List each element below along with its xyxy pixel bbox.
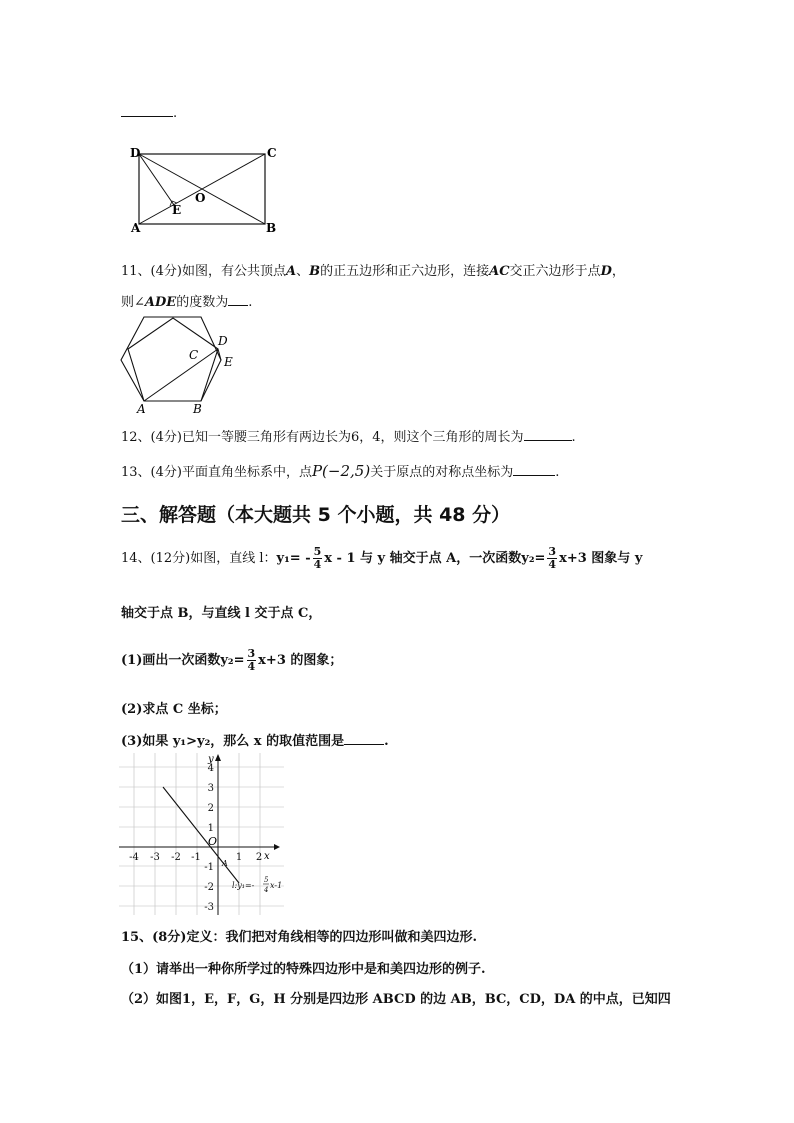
q11-number: 11、(4分)	[121, 264, 182, 279]
label-o: O	[195, 191, 206, 205]
label-e: E	[224, 355, 233, 369]
q13-point: P(−2,5)	[311, 462, 371, 480]
q11-text: .	[248, 295, 253, 310]
q11-text: 交正六边形于点	[509, 264, 601, 279]
segment-de	[139, 154, 174, 205]
regular-hexagon	[121, 317, 221, 401]
label-b: B	[266, 221, 277, 235]
q14-y2: y₂	[521, 551, 535, 566]
rectangle-figure	[125, 142, 285, 237]
answer-blank	[513, 463, 555, 476]
x-tick: -4	[129, 852, 139, 863]
line-label-text: l:y₁=-	[232, 881, 255, 890]
q14-text: x+3 的图象；	[258, 653, 343, 668]
label-c: C	[267, 146, 277, 160]
label-a: A	[137, 402, 146, 416]
q11-line1	[121, 260, 625, 279]
line-label-text: x-1	[270, 881, 283, 890]
q11-line2	[121, 291, 252, 310]
label-b: B	[193, 402, 202, 416]
q10-answer-line	[121, 104, 177, 121]
line-label-num: 5	[264, 876, 269, 884]
origin-label: O	[208, 835, 218, 848]
q11-sep: 、	[296, 264, 310, 279]
q14-text: x - 1 与 y 轴交于点 A，一次函数	[324, 551, 522, 566]
x-axis-arrow	[274, 844, 280, 850]
y-tick: 3	[207, 783, 214, 794]
q14-text: = -	[289, 551, 311, 566]
label-c: C	[189, 348, 199, 362]
q11-var-ac: AC	[489, 264, 510, 279]
q12	[121, 426, 576, 445]
q14-y2: y₂	[220, 653, 234, 668]
q14-part3	[121, 730, 389, 749]
q15-line1: 15、(8分)定义：我们把对角线相等的四边形叫做和美四边形.	[121, 930, 477, 945]
y-tick: -2	[204, 882, 214, 893]
q13-text: .	[555, 465, 560, 480]
label-d: D	[130, 146, 141, 160]
polygon-figure	[115, 310, 245, 418]
q14-part2: (2)求点 C 坐标；	[121, 702, 227, 717]
section-heading: 三、解答题（本大题共 5 个小题，共 48 分）	[121, 504, 511, 526]
label-e: E	[172, 203, 182, 217]
fraction-den: 4	[313, 558, 322, 571]
fraction-num: 5	[313, 545, 322, 558]
q14-text: x+3 图象与 y	[559, 551, 643, 566]
y-tick: 2	[207, 803, 214, 814]
q15-line2: （1）请举出一种你所学过的特殊四边形中是和美四边形的例子.	[121, 962, 486, 977]
x-tick: -2	[171, 852, 181, 863]
y-axis-label: y	[208, 754, 214, 765]
x-axis-label: x	[264, 851, 270, 862]
q11-text: 的度数为	[176, 295, 229, 310]
q14-text: .	[384, 734, 389, 749]
q14-part1	[121, 648, 342, 673]
q11-text: 如图，有公共顶点	[181, 264, 286, 279]
fraction-den: 4	[548, 558, 557, 571]
q12-text: 12、(4分)已知一等腰三角形有两边长为6，4，则这个三角形的周长为	[121, 430, 524, 445]
q14-y1: y₁	[276, 551, 290, 566]
answer-blank	[121, 104, 173, 117]
q13-text: 13、(4分)平面直角坐标系中，点	[121, 465, 312, 480]
fraction-3-4	[547, 546, 557, 571]
y-tick: -3	[204, 902, 214, 913]
y-tick: -1	[204, 862, 214, 873]
q11-var-ade: ADE	[144, 295, 177, 310]
answer-blank	[228, 293, 248, 306]
q14-text: 14、(12分)如图，直线 l：	[121, 551, 277, 566]
q11-var-a: A	[285, 264, 297, 279]
coordinate-graph	[119, 753, 284, 915]
point-a-label: A	[222, 859, 228, 868]
q14-line1	[121, 546, 642, 571]
x-tick: -1	[191, 852, 201, 863]
fraction-num: 3	[548, 545, 557, 558]
q13	[121, 461, 559, 480]
q11-var-b: B	[309, 264, 321, 279]
x-tick: 1	[235, 852, 243, 863]
line-l	[163, 787, 239, 883]
q14-text: =	[233, 653, 245, 668]
x-tick: 2	[255, 852, 263, 863]
q11-var-d: D	[600, 264, 612, 279]
q14-text: (1)画出一次函数	[121, 653, 221, 668]
x-tick: -3	[150, 852, 160, 863]
q12-text: .	[571, 430, 576, 445]
q11-text: 的正五边形和正六边形，连接	[320, 264, 490, 279]
fraction-num: 3	[247, 647, 256, 660]
line-label	[232, 876, 282, 894]
answer-blank	[524, 428, 572, 441]
q14-text: (3)如果 y₁>y₂，那么 x 的取值范围是	[121, 734, 345, 749]
q14-text: =	[534, 551, 546, 566]
q10-period: .	[173, 106, 178, 121]
q14-line2: 轴交于点 B，与直线 l 交于点 C，	[121, 606, 322, 621]
fraction-5-4	[313, 546, 323, 571]
y-tick: 1	[207, 823, 214, 834]
y-tick: 4	[207, 763, 214, 774]
y-axis-arrow	[215, 754, 221, 761]
q11-text: 则∠	[121, 295, 145, 310]
fraction-den: 4	[247, 660, 256, 673]
segment-ac	[144, 349, 218, 401]
grid	[119, 753, 284, 915]
line-label-den: 4	[264, 886, 269, 894]
label-d: D	[218, 334, 228, 348]
q13-text: 关于原点的对称点坐标为	[370, 465, 514, 480]
q11-text: ，	[611, 264, 625, 279]
label-a: A	[131, 221, 141, 235]
q15-line3: （2）如图1，E，F，G，H 分别是四边形 ABCD 的边 AB，BC，CD，DA 的中点，已知四	[121, 992, 671, 1007]
answer-blank	[344, 732, 384, 745]
regular-pentagon	[128, 318, 218, 401]
fraction-3-4	[247, 648, 257, 673]
